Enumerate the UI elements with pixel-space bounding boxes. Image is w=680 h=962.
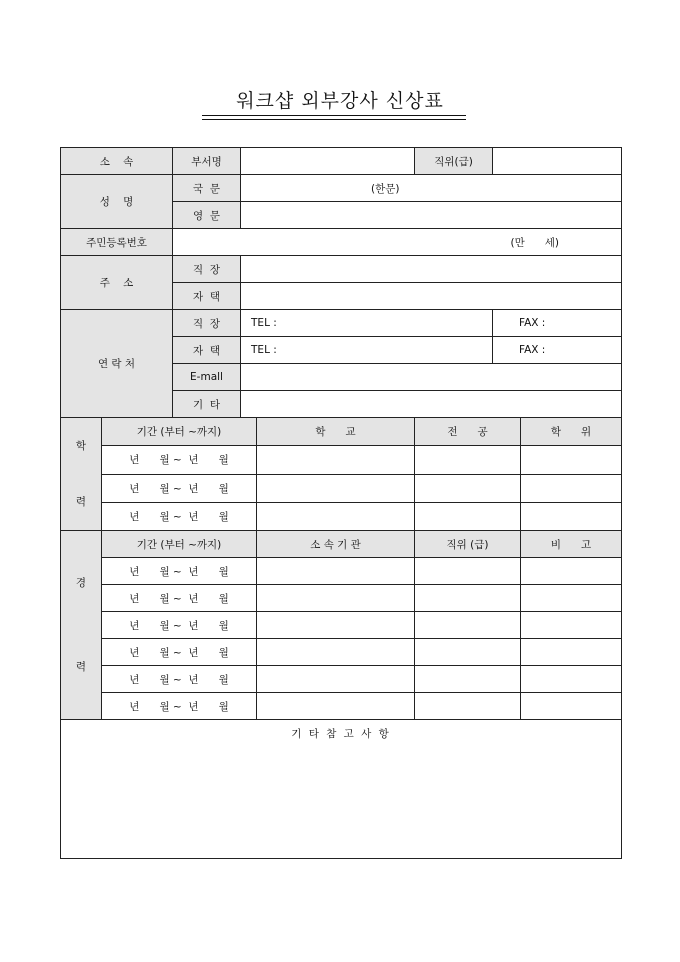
career-org-field[interactable] [257,693,415,720]
form-title: 워크샵 외부강사 신상표 [236,90,444,112]
career-position-field[interactable] [415,666,521,693]
education-school-field[interactable] [257,446,415,474]
career-org-field[interactable] [257,639,415,666]
career-period[interactable]: 년 월 ~ 년 월 [102,612,257,639]
education-header-school: 학 교 [257,418,415,446]
career-header-period: 기간 (부터 ~까지) [102,531,257,558]
career-header-position: 직위 (급) [415,531,521,558]
education-school-field[interactable] [257,502,415,530]
contact-label: 연 락 처 [61,310,173,418]
career-position-field[interactable] [415,693,521,720]
career-label [61,531,102,720]
career-header-org: 소 속 기 관 [257,531,415,558]
education-major-field[interactable] [415,474,521,502]
career-label-bottom: 력 [75,661,87,673]
career-org-field[interactable] [257,666,415,693]
affiliation-label: 소 속 [61,148,173,175]
rrn-field[interactable]: (만 세) [173,229,622,256]
education-label-bottom: 력 [75,496,87,508]
title-underline-second [202,119,466,120]
address-work-label: 직 장 [173,256,241,283]
career-header-remarks: 비 고 [521,531,622,558]
career-period[interactable]: 년 월 ~ 년 월 [102,693,257,720]
education-label [61,418,102,531]
education-header-period: 기간 (부터 ~까지) [102,418,257,446]
contact-work-label: 직 장 [173,310,241,337]
contact-home-label: 자 택 [173,337,241,364]
career-period[interactable]: 년 월 ~ 년 월 [102,585,257,612]
career-position-field[interactable] [415,585,521,612]
career-position-field[interactable] [415,558,521,585]
title-underline [202,115,466,116]
name-english-label: 영 문 [173,202,241,229]
education-period[interactable]: 년 월 ~ 년 월 [102,446,257,474]
contact-email-field[interactable] [241,364,622,391]
position-field[interactable] [493,148,622,175]
career-remarks-field[interactable] [521,666,622,693]
address-label: 주 소 [61,256,173,310]
career-period[interactable]: 년 월 ~ 년 월 [102,639,257,666]
career-remarks-field[interactable] [521,693,622,720]
education-major-field[interactable] [415,502,521,530]
career-period[interactable]: 년 월 ~ 년 월 [102,558,257,585]
education-degree-field[interactable] [521,502,622,530]
contact-other-field[interactable] [241,391,622,418]
name-korean-label: 국 문 [173,175,241,202]
contact-other-label: 기 타 [173,391,241,418]
name-english-field[interactable] [241,202,622,229]
rrn-label: 주민등록번호 [61,229,173,256]
contact-work-tel[interactable]: TEL : [241,310,493,337]
career-remarks-field[interactable] [521,585,622,612]
education-degree-field[interactable] [521,474,622,502]
contact-work-fax[interactable]: FAX : [493,310,622,337]
address-home-label: 자 택 [173,283,241,310]
address-work-field[interactable] [241,256,622,283]
address-home-field[interactable] [241,283,622,310]
career-remarks-field[interactable] [521,612,622,639]
education-period[interactable]: 년 월 ~ 년 월 [102,502,257,530]
career-remarks-field[interactable] [521,639,622,666]
contact-home-tel[interactable]: TEL : [241,337,493,364]
career-remarks-field[interactable] [521,558,622,585]
career-label-top: 경 [75,577,87,589]
career-org-field[interactable] [257,585,415,612]
department-field[interactable] [241,148,415,175]
education-label-top: 학 [75,440,87,452]
career-position-field[interactable] [415,639,521,666]
department-label: 부서명 [173,148,241,175]
notes-label: 기 타 참 고 사 항 [61,720,622,745]
contact-email-label: E-mall [173,364,241,391]
name-label: 성 명 [61,175,173,229]
education-school-field[interactable] [257,474,415,502]
education-header-major: 전 공 [415,418,521,446]
education-period[interactable]: 년 월 ~ 년 월 [102,474,257,502]
education-header-degree: 학 위 [521,418,622,446]
career-period[interactable]: 년 월 ~ 년 월 [102,666,257,693]
position-label: 직위(급) [415,148,493,175]
main-form-table [60,147,622,859]
name-korean-field[interactable]: (한문) [241,175,622,202]
contact-home-fax[interactable]: FAX : [493,337,622,364]
career-org-field[interactable] [257,612,415,639]
education-degree-field[interactable] [521,446,622,474]
education-major-field[interactable] [415,446,521,474]
notes-field[interactable] [61,744,622,859]
career-org-field[interactable] [257,558,415,585]
career-position-field[interactable] [415,612,521,639]
